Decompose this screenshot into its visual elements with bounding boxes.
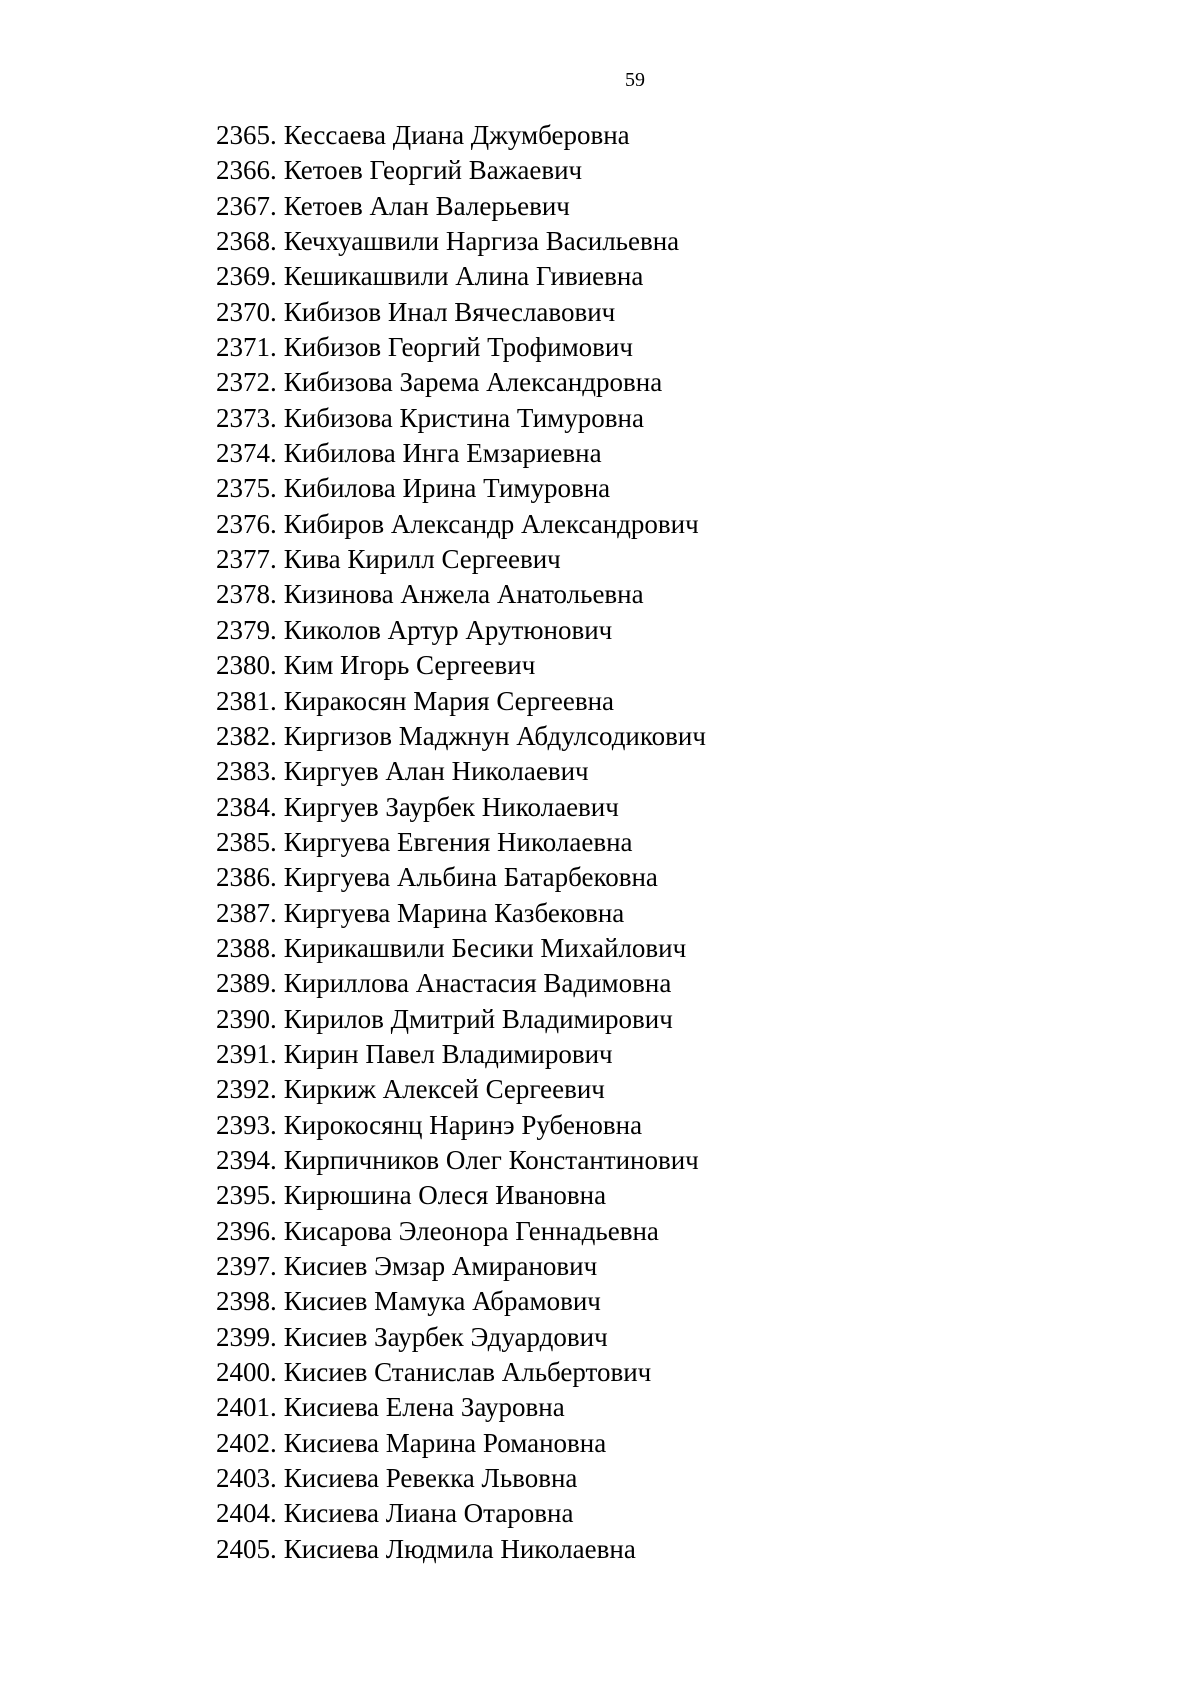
list-item	[216, 1072, 706, 1107]
item-name: Кисиев Заурбек Эдуардович	[283, 1321, 608, 1352]
list-item	[216, 330, 706, 365]
item-name: Кисиева Людмила Николаевна	[283, 1533, 636, 1564]
item-number: 2374.	[216, 438, 277, 469]
item-name: Киколов Артур Арутюнович	[283, 614, 613, 645]
item-number: 2380.	[216, 650, 277, 681]
item-name: Кирпичников Олег Константинович	[283, 1144, 699, 1175]
item-number: 2400.	[216, 1357, 277, 1388]
item-name: Кетоев Алан Валерьевич	[283, 190, 570, 221]
list-item	[216, 1355, 706, 1390]
item-name: Кизинова Анжела Анатольевна	[283, 579, 644, 610]
list-item	[216, 1284, 706, 1319]
list-item	[216, 1002, 706, 1037]
item-name: Кисиев Станислав Альбертович	[283, 1357, 652, 1388]
item-number: 2387.	[216, 897, 277, 928]
list-item	[216, 153, 706, 188]
item-number: 2375.	[216, 473, 277, 504]
list-item	[216, 471, 706, 506]
list-item	[216, 966, 706, 1001]
item-name: Киргизов Маджнун Абдулсодикович	[283, 720, 706, 751]
list-item	[216, 896, 706, 931]
item-name: Кирикашвили Бесики Михайлович	[283, 932, 687, 963]
list-item	[216, 224, 706, 259]
item-number: 2399.	[216, 1321, 277, 1352]
item-name: Кисиев Эмзар Амиранович	[283, 1251, 598, 1281]
item-number: 2388.	[216, 932, 277, 963]
item-number: 2384.	[216, 791, 277, 822]
list-item	[216, 1249, 706, 1284]
item-number: 2377.	[216, 544, 277, 575]
item-name: Кисиева Ревекка Львовна	[283, 1463, 578, 1494]
list-item	[216, 790, 706, 825]
item-number: 2394.	[216, 1144, 277, 1175]
item-name: Кессаева Диана Джумберовна	[283, 120, 630, 150]
page-number: 59	[625, 69, 645, 91]
item-number: 2405.	[216, 1533, 277, 1564]
item-name: Кешикашвили Алина Гивиевна	[283, 261, 644, 292]
list-item	[216, 401, 706, 436]
item-number: 2379.	[216, 614, 277, 645]
item-number: 2396.	[216, 1215, 277, 1246]
list-item	[216, 684, 706, 719]
item-number: 2371.	[216, 332, 277, 363]
item-number: 2385.	[216, 826, 277, 857]
list-item	[216, 613, 706, 648]
item-name: Кибилова Инга Емзариевна	[283, 438, 602, 469]
list-item	[216, 1320, 706, 1355]
item-number: 2386.	[216, 862, 277, 893]
item-name: Кисиева Лиана Отаровна	[283, 1498, 574, 1529]
item-name: Кибизова Кристина Тимуровна	[283, 402, 644, 433]
item-number: 2373.	[216, 402, 277, 433]
item-number: 2403.	[216, 1463, 277, 1494]
item-number: 2372.	[216, 367, 277, 398]
item-number: 2402.	[216, 1427, 277, 1458]
item-number: 2383.	[216, 756, 277, 787]
item-number: 2398.	[216, 1286, 277, 1317]
item-name: Кибизова Зарема Александровна	[283, 367, 663, 398]
list-item	[216, 1461, 706, 1496]
list-item	[216, 118, 706, 153]
item-name: Кириллова Анастасия Вадимовна	[283, 968, 672, 999]
item-name: Киргуев Заурбек Николаевич	[283, 791, 619, 822]
item-number: 2381.	[216, 685, 277, 716]
item-name: Кечхуашвили Наргиза Васильевна	[283, 226, 680, 257]
item-number: 2395.	[216, 1180, 277, 1211]
item-number: 2404.	[216, 1498, 277, 1529]
item-name: Кибилова Ирина Тимуровна	[283, 473, 611, 504]
item-number: 2366.	[216, 155, 277, 186]
item-number: 2370.	[216, 296, 277, 327]
item-name: Кирокосянц Наринэ Рубеновна	[283, 1109, 643, 1140]
item-name: Кисиева Марина Романовна	[283, 1427, 607, 1458]
list-item	[216, 295, 706, 330]
list-item	[216, 931, 706, 966]
item-number: 2376.	[216, 508, 277, 539]
list-item	[216, 1532, 706, 1567]
item-number: 2392.	[216, 1074, 277, 1105]
list-item	[216, 1390, 706, 1425]
item-number: 2389.	[216, 968, 277, 999]
item-name: Киракосян Мария Сергеевна	[283, 685, 615, 716]
list-item	[216, 542, 706, 577]
item-number: 2393.	[216, 1109, 277, 1140]
list-item	[216, 1496, 706, 1531]
list-item	[216, 1178, 706, 1213]
item-name: Кирилов Дмитрий Владимирович	[283, 1003, 673, 1034]
list-item	[216, 1108, 706, 1143]
item-number: 2401.	[216, 1392, 277, 1423]
item-name: Кисарова Элеонора Геннадьевна	[283, 1215, 659, 1246]
item-number: 2397.	[216, 1251, 277, 1281]
item-name: Киргуева Евгения Николаевна	[283, 826, 633, 857]
list-item	[216, 648, 706, 683]
item-name: Кирюшина Олеся Ивановна	[283, 1180, 607, 1211]
item-number: 2368.	[216, 226, 277, 257]
item-name: Кисиева Елена Зауровна	[283, 1392, 565, 1423]
item-number: 2391.	[216, 1038, 277, 1069]
list-item	[216, 1037, 706, 1072]
list-item	[216, 1426, 706, 1461]
item-name: Кибизов Инал Вячеславович	[283, 296, 616, 327]
item-name: Кисиев Мамука Абрамович	[283, 1286, 601, 1317]
item-name: Киркиж Алексей Сергеевич	[283, 1074, 605, 1105]
item-number: 2367.	[216, 190, 277, 221]
item-number: 2369.	[216, 261, 277, 292]
list-item	[216, 719, 706, 754]
list-item	[216, 577, 706, 612]
item-number: 2390.	[216, 1003, 277, 1034]
item-name: Кива Кирилл Сергеевич	[283, 544, 561, 575]
item-name: Кетоев Георгий Важаевич	[283, 155, 583, 186]
list-item	[216, 189, 706, 224]
item-number: 2365.	[216, 120, 277, 150]
list-item	[216, 1214, 706, 1249]
list-item	[216, 825, 706, 860]
item-name: Киргуев Алан Николаевич	[283, 756, 589, 787]
item-number: 2382.	[216, 720, 277, 751]
list-item	[216, 259, 706, 294]
item-name: Кирин Павел Владимирович	[283, 1038, 613, 1069]
list-item	[216, 1143, 706, 1178]
list-item	[216, 365, 706, 400]
list-item	[216, 507, 706, 542]
item-name: Кибизов Георгий Трофимович	[283, 332, 633, 363]
item-name: Киргуева Альбина Батарбековна	[283, 862, 658, 893]
item-name: Кибиров Александр Александрович	[283, 508, 699, 539]
name-list	[216, 118, 706, 1567]
item-number: 2378.	[216, 579, 277, 610]
list-item	[216, 436, 706, 471]
list-item	[216, 754, 706, 789]
list-item	[216, 860, 706, 895]
item-name: Киргуева Марина Казбековна	[283, 897, 625, 928]
item-name: Ким Игорь Сергеевич	[283, 650, 536, 681]
